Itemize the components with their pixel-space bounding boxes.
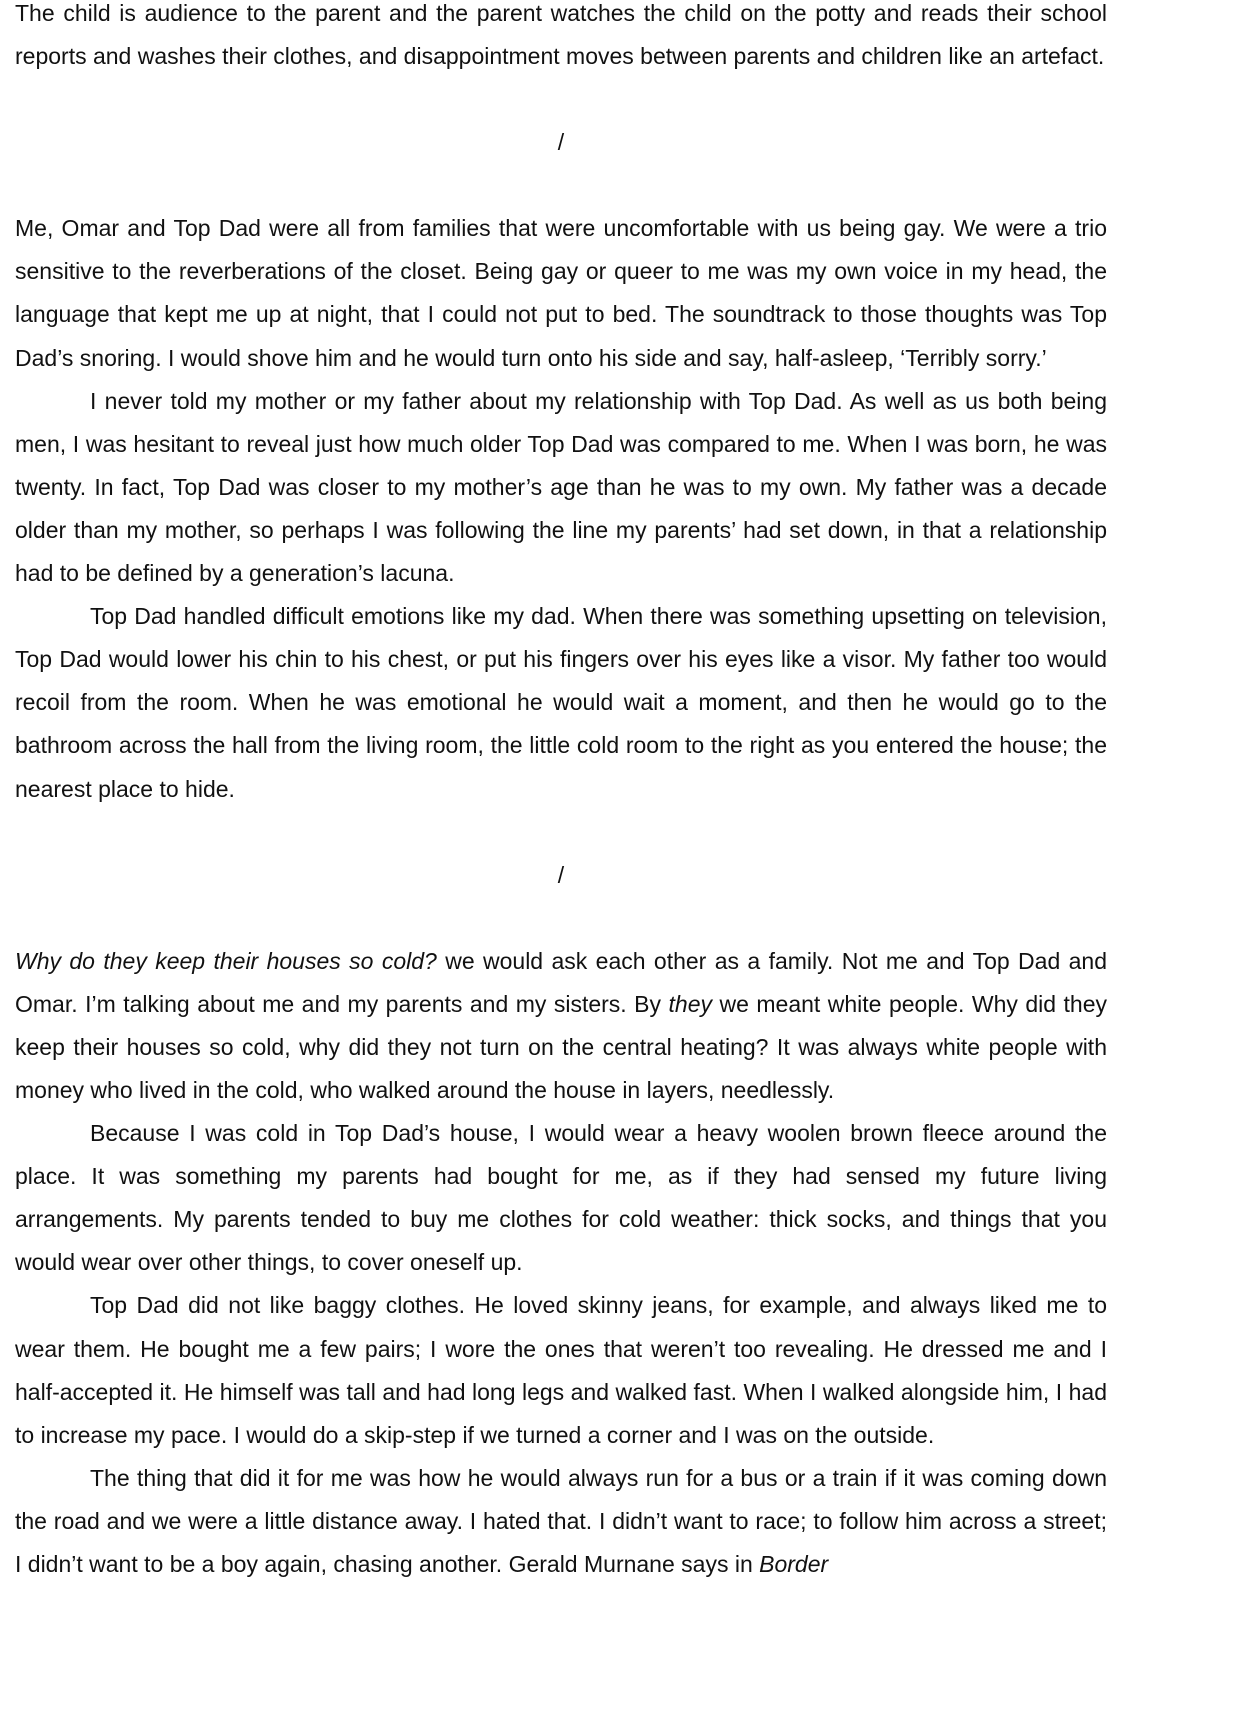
italic-text: Why do they keep their houses so cold?	[15, 947, 437, 974]
body-paragraph	[15, 380, 1107, 595]
text-run: Me, Omar and Top Dad were all from families that were uncomfortable with us being gay. We were a trio sensitive to the reverberations of the closet. Being gay or queer to me was my own voice in my head, the language that kept me up at night, that I could not put to bed. The soundtrack to those thoughts was Top Dad’s snoring. I would shove him and he would turn onto his side and say, half-asleep, ‘Terribly sorry.’	[15, 215, 1107, 371]
text-run: we meant white people. Why did they keep their houses so cold, why did they not turn on the central heating? It was always white people with money who lived in the cold, who walked around the house in layers, needlessly.	[15, 990, 1108, 1103]
text-run: I never told my mother or my father about my relationship with Top Dad. As well as us both being men, I was hesitant to reveal just how much older Top Dad was compared to me. When I was born, he was twenty. In fact, Top Dad was closer to my mother’s age than he was to my own. My father was a decade older than my mother, so perhaps I was following the line my parents’ had set down, in that a relationship had to be defined by a generation’s lacuna.	[15, 387, 1107, 587]
body-paragraph	[15, 595, 1107, 810]
section-divider: /	[557, 129, 565, 156]
text-run: Top Dad did not like baggy clothes. He loved skinny jeans, for example, and always liked me to wear them. He bought me a few pairs; I wore the ones that weren’t too revealing. He dressed me and I half-accepted it. He himself was tall and had long legs and walked fast. When I walked alongside him, I had to increase my pace. I would do a skip-step if we turned a corner and I was on the outside.	[15, 1292, 1107, 1448]
text-run: Top Dad handled difficult emotions like my dad. When there was something upsetting on television, Top Dad would lower his chin to his chest, or put his fingers over his eyes like a visor. My father too would recoil from the room. When he was emotional he would wait a moment, and then he would go to the bathroom across the hall from the living room, the little cold room to the right as you entered the house; the nearest place to hide.	[15, 603, 1107, 802]
body-paragraph	[15, 207, 1107, 379]
text-run: we would ask each other as a family. Not me and Top Dad and Omar. I’m talking about me and my parents and my sisters. By	[15, 947, 1107, 1017]
text-run: The child is audience to the parent and the parent watches the child on the potty and reads their school reports and washes their clothes, and disappointment moves between parents and children like an artefact.	[15, 0, 1107, 70]
italic-text: Border	[759, 1551, 829, 1577]
text-run: The thing that did it for me was how he would always run for a bus or a train if it was coming down the road and we were a little distance away. I hated that. I didn’t want to race; to follow him across a street; I didn’t want to be a boy again, chasing another. Gerald Murnane says in	[15, 1464, 1107, 1577]
document-page	[15, 0, 1107, 1586]
body-paragraph	[15, 940, 1107, 1112]
body-paragraph	[15, 1112, 1107, 1284]
body-paragraph	[15, 0, 1107, 78]
text-run: Because I was cold in Top Dad’s house, I would wear a heavy woolen brown fleece around the place. It was something my parents had bought for me, as if they had sensed my future living arrangements. My parents tended to buy me clothes for cold weather: thick socks, and things that you would wear over other things, to cover oneself up.	[15, 1120, 1107, 1276]
section-divider: /	[557, 861, 565, 888]
body-paragraph	[15, 1284, 1107, 1456]
body-paragraph	[15, 1457, 1107, 1586]
italic-text: they	[668, 990, 712, 1017]
